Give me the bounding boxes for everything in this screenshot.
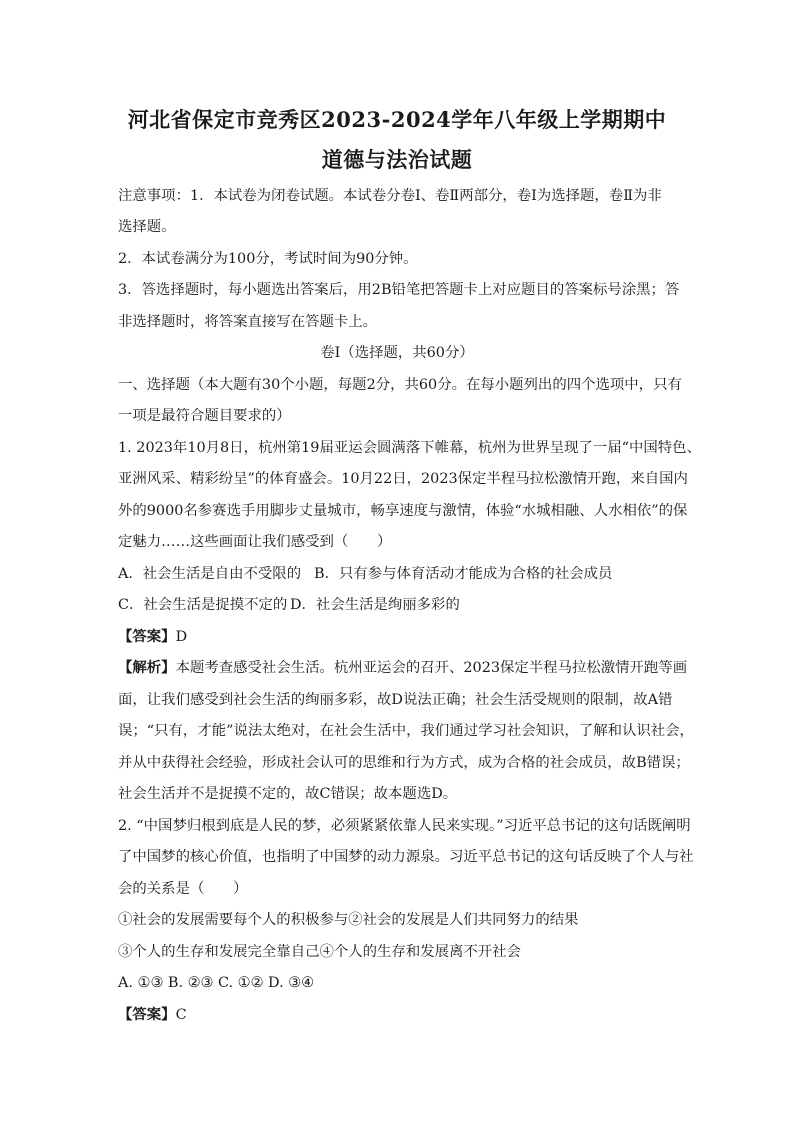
q1-analysis-5: 社会生活并不是捉摸不定的，故C错误；故本题选D。 [118, 786, 458, 802]
q1-option-b: B．只有参与体育活动才能成为合格的社会成员 [314, 566, 613, 582]
q2-answer [118, 1006, 187, 1024]
q1-answer-value: D [175, 629, 188, 645]
q2-item-2: ③个人的生存和发展完全靠自己④个人的生存和发展离不开社会 [118, 944, 521, 960]
q1-option-d: D．社会生活是绚丽多彩的 [290, 597, 460, 613]
notes-line-3: 2．本试卷满分为100分，考试时间为90分钟。 [118, 251, 418, 267]
q2-item-1: ①社会的发展需要每个人的积极参与②社会的发展是人们共同努力的结果 [118, 912, 579, 928]
q2-stem-3: 会的关系是（ ） [118, 881, 248, 897]
q2-stem-2: 了中国梦的核心价值，也指明了中国梦的动力源泉。习近平总书记的这句话反映了个人与社 [118, 849, 694, 865]
q1-answer-label: 【答案】 [118, 628, 176, 645]
notes-line-4: 3．答选择题时，每小题选出答案后，用2B铅笔把答题卡上对应题目的答案标号涂黑；答 [118, 282, 680, 298]
q2-stem-1: 2. “中国梦归根到底是人民的梦，必须紧紧依靠人民来实现。”习近平总书记的这句话既阐明 [118, 818, 691, 834]
section-intro-2: 一项是最符合题目要求的） [118, 408, 291, 424]
section-heading: 卷Ⅰ（选择题，共60分） [320, 345, 474, 361]
q1-option-c: C．社会生活是捉摸不定的 [118, 597, 288, 613]
notes-line-1: 注意事项：1．本试卷为闭卷试题。本试卷分卷Ⅰ、卷Ⅱ两部分，卷Ⅰ为选择题，卷Ⅱ为非 [118, 188, 662, 204]
notes-line-2: 选择题。 [118, 219, 176, 235]
q1-analysis-label: 【解析】 [118, 659, 176, 676]
q1-stem-4: 定魅力……这些画面让我们感受到（ ） [118, 534, 392, 550]
q2-answer-label: 【答案】 [118, 1006, 176, 1023]
section-intro-1: 一、选择题（本大题有30个小题，每题2分，共60分。在每小题列出的四个选项中，只有 [118, 377, 682, 393]
notes-line-5: 非选择题时，将答案直接写在答题卡上。 [118, 314, 378, 330]
q1-analysis-4: 并从中获得社会经验，形成社会认可的思维和行为方式，成为合格的社会成员，故B错误； [118, 755, 690, 771]
q1-answer [118, 628, 187, 646]
q1-analysis-1 [118, 659, 687, 677]
q1-stem-3: 外的9000名参赛选手用脚步丈量城市，畅享速度与激情，体验“水城相融、人水相依”的保 [118, 503, 688, 519]
q1-analysis-2: 面，让我们感受到社会生活的绚丽多彩，故D说法正确；社会生活受规则的限制，故A错 [118, 692, 673, 708]
q1-analysis-text-1: 本题考查感受社会生活。杭州亚运会的召开、2023保定半程马拉松激情开跑等画 [175, 660, 688, 676]
q1-stem-2: 亚洲风采、精彩纷呈”的体育盛会。10月22日，2023保定半程马拉松激情开跑，来自国内 [118, 471, 688, 487]
document-subtitle: 道德与法治试题 [321, 147, 473, 172]
document-title: 河北省保定市竞秀区2023-2024学年八年级上学期期中 [127, 107, 667, 132]
q1-option-a: A．社会生活是自由不受限的 [118, 566, 302, 582]
q1-analysis-3: 误；“只有，才能”说法太绝对，在社会生活中，我们通过学习社会知识，了解和认识社会， [118, 723, 694, 739]
q1-stem-1: 1. 2023年10月8日，杭州第19届亚运会圆满落下帷幕，杭州为世界呈现了一届“中国特色、 [118, 440, 701, 456]
q2-options: A. ①③ B. ②③ C. ①② D. ③④ [118, 975, 315, 991]
q2-answer-value: C [175, 1007, 187, 1023]
